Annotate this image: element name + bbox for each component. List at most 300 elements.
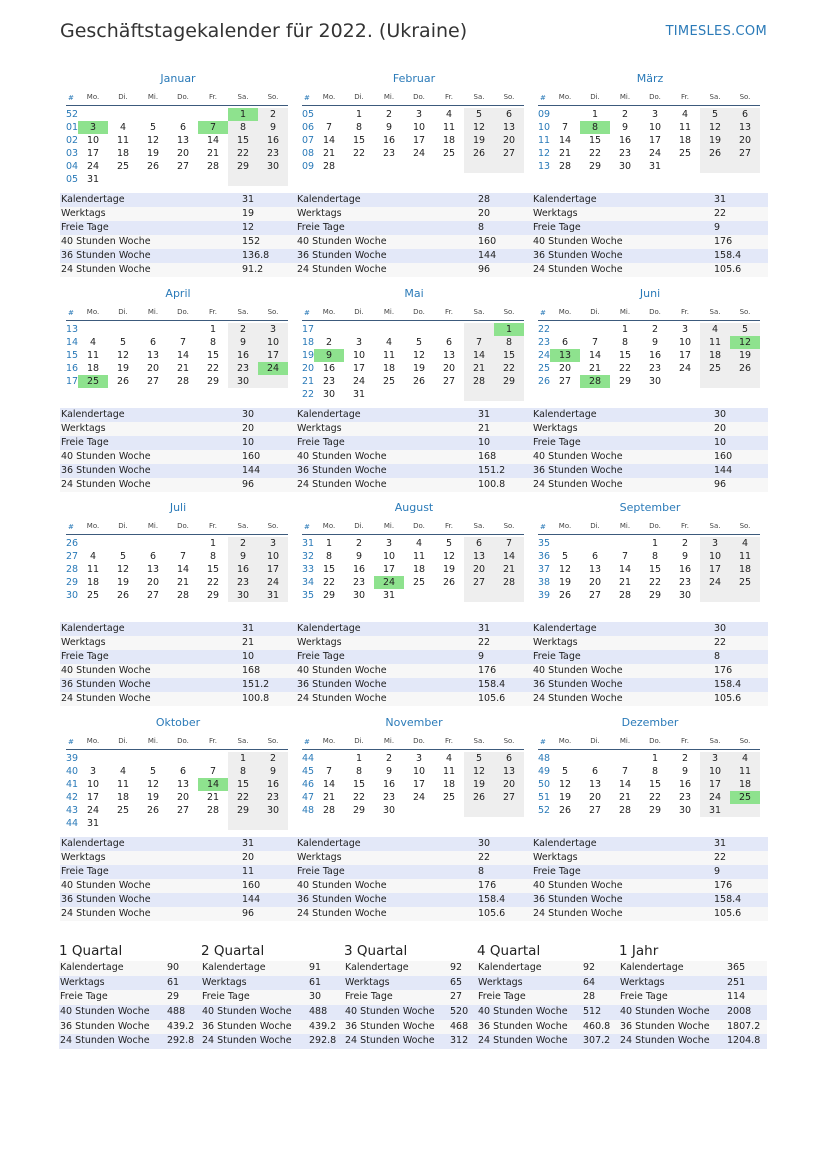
day-cell[interactable]: 28 xyxy=(494,576,524,589)
day-cell[interactable]: 14 xyxy=(618,779,632,790)
day-cell[interactable]: 8 xyxy=(209,551,217,562)
day-cell[interactable]: 25 xyxy=(700,362,730,375)
day-cell[interactable]: 20 xyxy=(588,577,602,588)
day-cell[interactable]: 21 xyxy=(322,148,336,159)
day-cell[interactable]: 6 xyxy=(464,537,494,550)
day-cell[interactable]: 6 xyxy=(591,766,599,777)
day-cell[interactable]: 4 xyxy=(730,537,760,550)
day-cell[interactable]: 11 xyxy=(730,550,760,563)
day-cell[interactable]: 27 xyxy=(146,376,160,387)
day-cell[interactable]: 15 xyxy=(228,778,258,791)
day-cell[interactable]: 22 xyxy=(352,792,366,803)
day-cell[interactable]: 4 xyxy=(445,753,453,764)
day-cell[interactable]: 4 xyxy=(445,109,453,120)
day-cell[interactable]: 16 xyxy=(382,135,396,146)
day-cell[interactable]: 14 xyxy=(618,564,632,575)
day-cell[interactable]: 31 xyxy=(258,589,288,602)
day-cell[interactable]: 26 xyxy=(700,147,730,160)
day-cell[interactable]: 22 xyxy=(352,148,366,159)
day-cell[interactable]: 21 xyxy=(176,577,190,588)
day-cell[interactable]: 11 xyxy=(442,122,456,133)
day-cell[interactable]: 8 xyxy=(494,336,524,349)
day-cell[interactable]: 2 xyxy=(325,337,333,348)
day-cell[interactable]: 27 xyxy=(588,590,602,601)
day-cell[interactable]: 17 xyxy=(700,563,730,576)
day-cell[interactable]: 1 xyxy=(651,538,659,549)
day-cell[interactable]: 9 xyxy=(258,765,288,778)
day-cell[interactable]: 23 xyxy=(382,792,396,803)
day-cell[interactable]: 13 xyxy=(464,550,494,563)
holiday-day-cell[interactable]: 7 xyxy=(198,121,228,134)
day-cell[interactable]: 30 xyxy=(352,590,366,601)
day-cell[interactable]: 17 xyxy=(678,350,692,361)
day-cell[interactable]: 9 xyxy=(385,122,393,133)
day-cell[interactable]: 7 xyxy=(464,336,494,349)
day-cell[interactable]: 11 xyxy=(86,564,100,575)
day-cell[interactable]: 13 xyxy=(588,564,602,575)
day-cell[interactable]: 2 xyxy=(355,538,363,549)
day-cell[interactable]: 5 xyxy=(464,752,494,765)
day-cell[interactable]: 30 xyxy=(678,805,692,816)
day-cell[interactable]: 16 xyxy=(648,350,662,361)
day-cell[interactable]: 20 xyxy=(464,563,494,576)
day-cell[interactable]: 3 xyxy=(700,752,730,765)
day-cell[interactable]: 19 xyxy=(442,564,456,575)
day-cell[interactable]: 26 xyxy=(146,161,160,172)
day-cell[interactable]: 31 xyxy=(86,174,100,185)
day-cell[interactable]: 31 xyxy=(648,161,662,172)
day-cell[interactable]: 29 xyxy=(648,805,662,816)
day-cell[interactable]: 29 xyxy=(494,375,524,388)
day-cell[interactable]: 5 xyxy=(119,337,127,348)
day-cell[interactable]: 18 xyxy=(412,564,426,575)
day-cell[interactable]: 27 xyxy=(146,590,160,601)
day-cell[interactable]: 29 xyxy=(618,376,632,387)
day-cell[interactable]: 28 xyxy=(618,805,632,816)
day-cell[interactable]: 27 xyxy=(442,376,456,387)
day-cell[interactable]: 16 xyxy=(678,779,692,790)
day-cell[interactable]: 18 xyxy=(86,577,100,588)
day-cell[interactable]: 6 xyxy=(494,752,524,765)
day-cell[interactable]: 30 xyxy=(678,590,692,601)
day-cell[interactable]: 28 xyxy=(206,805,220,816)
day-cell[interactable]: 23 xyxy=(382,148,396,159)
day-cell[interactable]: 26 xyxy=(464,791,494,804)
day-cell[interactable]: 6 xyxy=(730,108,760,121)
day-cell[interactable]: 23 xyxy=(648,363,662,374)
day-cell[interactable]: 22 xyxy=(228,147,258,160)
day-cell[interactable]: 10 xyxy=(700,550,730,563)
day-cell[interactable]: 7 xyxy=(325,766,333,777)
day-cell[interactable]: 18 xyxy=(116,148,130,159)
day-cell[interactable]: 25 xyxy=(442,792,456,803)
day-cell[interactable]: 25 xyxy=(116,805,130,816)
day-cell[interactable]: 14 xyxy=(176,564,190,575)
day-cell[interactable]: 12 xyxy=(464,121,494,134)
day-cell[interactable]: 3 xyxy=(700,537,730,550)
day-cell[interactable]: 7 xyxy=(494,537,524,550)
day-cell[interactable]: 13 xyxy=(442,350,456,361)
day-cell[interactable]: 10 xyxy=(86,135,100,146)
day-cell[interactable]: 16 xyxy=(258,134,288,147)
day-cell[interactable]: 26 xyxy=(412,376,426,387)
day-cell[interactable]: 6 xyxy=(494,108,524,121)
day-cell[interactable]: 14 xyxy=(494,550,524,563)
day-cell[interactable]: 8 xyxy=(209,337,217,348)
day-cell[interactable]: 22 xyxy=(648,577,662,588)
holiday-day-cell[interactable]: 1 xyxy=(494,323,524,336)
day-cell[interactable]: 14 xyxy=(464,349,494,362)
day-cell[interactable]: 27 xyxy=(494,791,524,804)
day-cell[interactable]: 5 xyxy=(561,766,569,777)
day-cell[interactable]: 21 xyxy=(464,362,494,375)
day-cell[interactable]: 11 xyxy=(116,135,130,146)
day-cell[interactable]: 16 xyxy=(322,363,336,374)
day-cell[interactable]: 12 xyxy=(146,779,160,790)
day-cell[interactable]: 5 xyxy=(700,108,730,121)
day-cell[interactable]: 26 xyxy=(558,805,572,816)
day-cell[interactable]: 6 xyxy=(561,337,569,348)
day-cell[interactable]: 11 xyxy=(730,765,760,778)
day-cell[interactable]: 27 xyxy=(464,576,494,589)
day-cell[interactable]: 3 xyxy=(681,324,689,335)
day-cell[interactable]: 24 xyxy=(678,363,692,374)
day-cell[interactable]: 31 xyxy=(352,389,366,400)
day-cell[interactable]: 23 xyxy=(228,362,258,375)
day-cell[interactable]: 19 xyxy=(146,148,160,159)
day-cell[interactable]: 15 xyxy=(618,350,632,361)
day-cell[interactable]: 28 xyxy=(464,375,494,388)
day-cell[interactable]: 20 xyxy=(146,363,160,374)
day-cell[interactable]: 16 xyxy=(382,779,396,790)
day-cell[interactable]: 18 xyxy=(730,563,760,576)
day-cell[interactable]: 7 xyxy=(179,551,187,562)
day-cell[interactable]: 30 xyxy=(322,389,336,400)
day-cell[interactable]: 7 xyxy=(591,337,599,348)
day-cell[interactable]: 21 xyxy=(206,792,220,803)
day-cell[interactable]: 20 xyxy=(176,148,190,159)
day-cell[interactable]: 26 xyxy=(442,577,456,588)
day-cell[interactable]: 30 xyxy=(228,375,258,388)
day-cell[interactable]: 28 xyxy=(322,161,336,172)
day-cell[interactable]: 10 xyxy=(700,765,730,778)
day-cell[interactable]: 1 xyxy=(325,538,333,549)
day-cell[interactable]: 28 xyxy=(176,376,190,387)
day-cell[interactable]: 5 xyxy=(464,108,494,121)
day-cell[interactable]: 19 xyxy=(146,792,160,803)
day-cell[interactable]: 22 xyxy=(206,577,220,588)
day-cell[interactable]: 19 xyxy=(116,577,130,588)
day-cell[interactable]: 8 xyxy=(621,337,629,348)
day-cell[interactable]: 5 xyxy=(149,122,157,133)
day-cell[interactable]: 7 xyxy=(209,766,217,777)
day-cell[interactable]: 27 xyxy=(176,161,190,172)
day-cell[interactable]: 10 xyxy=(86,779,100,790)
holiday-day-cell[interactable]: 14 xyxy=(198,778,228,791)
day-cell[interactable]: 9 xyxy=(651,337,659,348)
day-cell[interactable]: 30 xyxy=(382,805,396,816)
day-cell[interactable]: 3 xyxy=(385,538,393,549)
day-cell[interactable]: 16 xyxy=(228,349,258,362)
day-cell[interactable]: 3 xyxy=(415,109,423,120)
brand-logo-link[interactable]: TIMESLES.COM xyxy=(665,24,767,39)
day-cell[interactable]: 12 xyxy=(700,121,730,134)
day-cell[interactable]: 22 xyxy=(648,792,662,803)
day-cell[interactable]: 2 xyxy=(258,752,288,765)
day-cell[interactable]: 2 xyxy=(385,109,393,120)
day-cell[interactable]: 9 xyxy=(355,551,363,562)
day-cell[interactable]: 10 xyxy=(382,551,396,562)
day-cell[interactable]: 22 xyxy=(322,577,336,588)
day-cell[interactable]: 13 xyxy=(176,779,190,790)
holiday-day-cell[interactable]: 12 xyxy=(730,336,760,349)
day-cell[interactable]: 24 xyxy=(412,148,426,159)
day-cell[interactable]: 25 xyxy=(382,376,396,387)
day-cell[interactable]: 1 xyxy=(209,324,217,335)
day-cell[interactable]: 9 xyxy=(258,121,288,134)
day-cell[interactable]: 2 xyxy=(228,323,258,336)
day-cell[interactable]: 23 xyxy=(258,147,288,160)
day-cell[interactable]: 28 xyxy=(176,590,190,601)
day-cell[interactable]: 20 xyxy=(494,778,524,791)
day-cell[interactable]: 23 xyxy=(322,376,336,387)
day-cell[interactable]: 27 xyxy=(176,805,190,816)
day-cell[interactable]: 19 xyxy=(700,134,730,147)
day-cell[interactable]: 4 xyxy=(415,538,423,549)
day-cell[interactable]: 18 xyxy=(730,778,760,791)
day-cell[interactable]: 8 xyxy=(228,765,258,778)
day-cell[interactable]: 2 xyxy=(385,753,393,764)
day-cell[interactable]: 10 xyxy=(648,122,662,133)
day-cell[interactable]: 16 xyxy=(258,778,288,791)
day-cell[interactable]: 11 xyxy=(678,122,692,133)
day-cell[interactable]: 17 xyxy=(258,563,288,576)
day-cell[interactable]: 25 xyxy=(86,590,100,601)
day-cell[interactable]: 22 xyxy=(588,148,602,159)
day-cell[interactable]: 13 xyxy=(494,765,524,778)
day-cell[interactable]: 4 xyxy=(89,551,97,562)
day-cell[interactable]: 27 xyxy=(494,147,524,160)
day-cell[interactable]: 11 xyxy=(412,551,426,562)
day-cell[interactable]: 15 xyxy=(588,135,602,146)
day-cell[interactable]: 23 xyxy=(258,791,288,804)
day-cell[interactable]: 23 xyxy=(228,576,258,589)
day-cell[interactable]: 21 xyxy=(618,577,632,588)
day-cell[interactable]: 15 xyxy=(648,779,662,790)
day-cell[interactable]: 18 xyxy=(442,779,456,790)
day-cell[interactable]: 28 xyxy=(558,161,572,172)
day-cell[interactable]: 20 xyxy=(146,577,160,588)
day-cell[interactable]: 3 xyxy=(258,323,288,336)
holiday-day-cell[interactable]: 9 xyxy=(314,349,344,362)
day-cell[interactable]: 26 xyxy=(730,362,760,375)
day-cell[interactable]: 17 xyxy=(648,135,662,146)
day-cell[interactable]: 12 xyxy=(146,135,160,146)
day-cell[interactable]: 23 xyxy=(618,148,632,159)
day-cell[interactable]: 17 xyxy=(382,564,396,575)
day-cell[interactable]: 27 xyxy=(558,376,572,387)
day-cell[interactable]: 29 xyxy=(352,805,366,816)
day-cell[interactable]: 5 xyxy=(730,323,760,336)
day-cell[interactable]: 13 xyxy=(146,564,160,575)
day-cell[interactable]: 8 xyxy=(325,551,333,562)
day-cell[interactable]: 21 xyxy=(558,148,572,159)
day-cell[interactable]: 28 xyxy=(206,161,220,172)
day-cell[interactable]: 1 xyxy=(228,752,258,765)
day-cell[interactable]: 13 xyxy=(146,350,160,361)
day-cell[interactable]: 8 xyxy=(355,766,363,777)
day-cell[interactable]: 20 xyxy=(558,363,572,374)
day-cell[interactable]: 12 xyxy=(464,765,494,778)
holiday-day-cell[interactable]: 25 xyxy=(78,375,108,388)
day-cell[interactable]: 10 xyxy=(258,336,288,349)
day-cell[interactable]: 18 xyxy=(700,349,730,362)
day-cell[interactable]: 14 xyxy=(322,135,336,146)
day-cell[interactable]: 17 xyxy=(412,135,426,146)
day-cell[interactable]: 26 xyxy=(116,590,130,601)
day-cell[interactable]: 6 xyxy=(149,337,157,348)
day-cell[interactable]: 12 xyxy=(116,564,130,575)
day-cell[interactable]: 8 xyxy=(228,121,258,134)
day-cell[interactable]: 18 xyxy=(382,363,396,374)
day-cell[interactable]: 24 xyxy=(352,376,366,387)
day-cell[interactable]: 20 xyxy=(494,134,524,147)
day-cell[interactable]: 26 xyxy=(116,376,130,387)
day-cell[interactable]: 7 xyxy=(325,122,333,133)
day-cell[interactable]: 4 xyxy=(681,109,689,120)
day-cell[interactable]: 15 xyxy=(206,564,220,575)
day-cell[interactable]: 22 xyxy=(494,362,524,375)
day-cell[interactable]: 11 xyxy=(442,766,456,777)
day-cell[interactable]: 16 xyxy=(228,563,258,576)
day-cell[interactable]: 26 xyxy=(464,147,494,160)
day-cell[interactable]: 20 xyxy=(588,792,602,803)
day-cell[interactable]: 10 xyxy=(258,550,288,563)
day-cell[interactable]: 3 xyxy=(258,537,288,550)
day-cell[interactable]: 12 xyxy=(116,350,130,361)
day-cell[interactable]: 9 xyxy=(228,550,258,563)
day-cell[interactable]: 15 xyxy=(206,350,220,361)
day-cell[interactable]: 2 xyxy=(681,753,689,764)
holiday-day-cell[interactable]: 3 xyxy=(78,121,108,134)
day-cell[interactable]: 10 xyxy=(412,766,426,777)
day-cell[interactable]: 2 xyxy=(651,324,659,335)
day-cell[interactable]: 14 xyxy=(206,135,220,146)
day-cell[interactable]: 21 xyxy=(588,363,602,374)
day-cell[interactable]: 18 xyxy=(116,792,130,803)
day-cell[interactable]: 21 xyxy=(494,563,524,576)
day-cell[interactable]: 11 xyxy=(86,350,100,361)
day-cell[interactable]: 23 xyxy=(678,792,692,803)
day-cell[interactable]: 8 xyxy=(651,551,659,562)
day-cell[interactable]: 15 xyxy=(352,779,366,790)
day-cell[interactable]: 30 xyxy=(258,160,288,173)
day-cell[interactable]: 20 xyxy=(730,134,760,147)
day-cell[interactable]: 14 xyxy=(176,350,190,361)
day-cell[interactable]: 4 xyxy=(89,337,97,348)
day-cell[interactable]: 16 xyxy=(618,135,632,146)
day-cell[interactable]: 24 xyxy=(86,805,100,816)
day-cell[interactable]: 18 xyxy=(442,135,456,146)
day-cell[interactable]: 27 xyxy=(588,805,602,816)
holiday-day-cell[interactable]: 8 xyxy=(580,121,610,134)
day-cell[interactable]: 4 xyxy=(385,337,393,348)
day-cell[interactable]: 8 xyxy=(651,766,659,777)
day-cell[interactable]: 19 xyxy=(558,577,572,588)
day-cell[interactable]: 1 xyxy=(355,109,363,120)
day-cell[interactable]: 17 xyxy=(86,792,100,803)
day-cell[interactable]: 18 xyxy=(678,135,692,146)
day-cell[interactable]: 14 xyxy=(588,350,602,361)
day-cell[interactable]: 4 xyxy=(700,323,730,336)
day-cell[interactable]: 5 xyxy=(445,538,453,549)
day-cell[interactable]: 29 xyxy=(206,376,220,387)
day-cell[interactable]: 13 xyxy=(588,779,602,790)
day-cell[interactable]: 6 xyxy=(445,337,453,348)
day-cell[interactable]: 29 xyxy=(206,590,220,601)
day-cell[interactable]: 19 xyxy=(464,778,494,791)
day-cell[interactable]: 3 xyxy=(651,109,659,120)
day-cell[interactable]: 23 xyxy=(352,577,366,588)
day-cell[interactable]: 4 xyxy=(119,766,127,777)
day-cell[interactable]: 1 xyxy=(209,538,217,549)
day-cell[interactable]: 13 xyxy=(730,121,760,134)
day-cell[interactable]: 1 xyxy=(591,109,599,120)
day-cell[interactable]: 5 xyxy=(415,337,423,348)
day-cell[interactable]: 19 xyxy=(730,349,760,362)
day-cell[interactable]: 7 xyxy=(179,337,187,348)
day-cell[interactable]: 5 xyxy=(119,551,127,562)
day-cell[interactable]: 22 xyxy=(228,791,258,804)
day-cell[interactable]: 23 xyxy=(678,577,692,588)
day-cell[interactable]: 29 xyxy=(228,160,258,173)
day-cell[interactable]: 17 xyxy=(86,148,100,159)
day-cell[interactable]: 28 xyxy=(618,590,632,601)
day-cell[interactable]: 29 xyxy=(588,161,602,172)
day-cell[interactable]: 25 xyxy=(116,161,130,172)
holiday-day-cell[interactable]: 24 xyxy=(258,362,288,375)
day-cell[interactable]: 18 xyxy=(86,363,100,374)
day-cell[interactable]: 5 xyxy=(561,551,569,562)
day-cell[interactable]: 8 xyxy=(355,122,363,133)
day-cell[interactable]: 11 xyxy=(382,350,396,361)
day-cell[interactable]: 4 xyxy=(730,752,760,765)
day-cell[interactable]: 22 xyxy=(206,363,220,374)
day-cell[interactable]: 17 xyxy=(700,778,730,791)
day-cell[interactable]: 30 xyxy=(258,804,288,817)
day-cell[interactable]: 26 xyxy=(558,590,572,601)
day-cell[interactable]: 27 xyxy=(730,147,760,160)
day-cell[interactable]: 16 xyxy=(352,564,366,575)
day-cell[interactable]: 16 xyxy=(678,564,692,575)
day-cell[interactable]: 24 xyxy=(648,148,662,159)
day-cell[interactable]: 25 xyxy=(730,576,760,589)
day-cell[interactable]: 21 xyxy=(618,792,632,803)
holiday-day-cell[interactable]: 24 xyxy=(374,576,404,589)
day-cell[interactable]: 31 xyxy=(700,804,730,817)
day-cell[interactable]: 12 xyxy=(558,779,572,790)
day-cell[interactable]: 3 xyxy=(355,337,363,348)
day-cell[interactable]: 25 xyxy=(412,577,426,588)
day-cell[interactable]: 3 xyxy=(89,766,97,777)
day-cell[interactable]: 11 xyxy=(116,779,130,790)
day-cell[interactable]: 15 xyxy=(648,564,662,575)
day-cell[interactable]: 17 xyxy=(412,779,426,790)
day-cell[interactable]: 30 xyxy=(618,161,632,172)
day-cell[interactable]: 29 xyxy=(322,590,336,601)
day-cell[interactable]: 24 xyxy=(258,576,288,589)
day-cell[interactable]: 21 xyxy=(176,363,190,374)
